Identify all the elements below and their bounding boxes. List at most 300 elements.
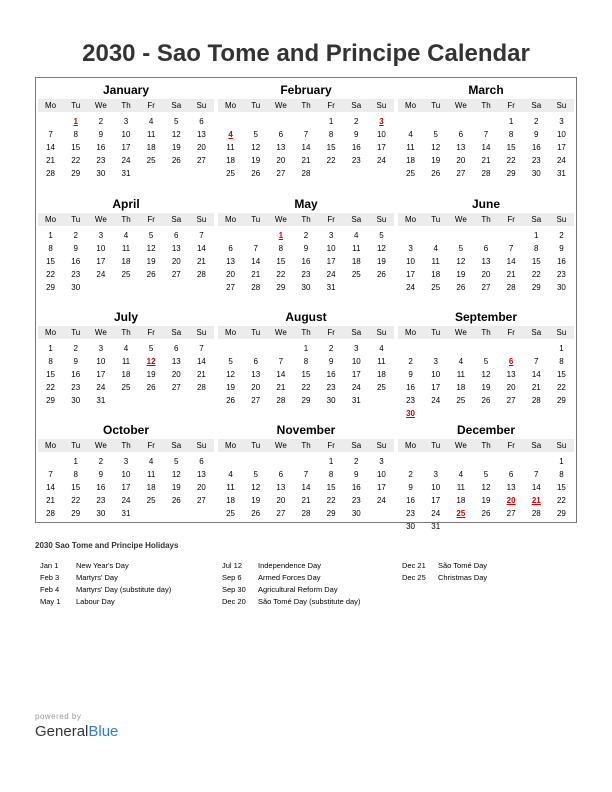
day-cell: 19	[431, 156, 441, 165]
day-cell: 30	[96, 169, 106, 178]
day-cell: 13	[456, 143, 466, 152]
day-cell: 25	[406, 169, 416, 178]
day-cell: 5	[483, 357, 489, 366]
holiday-day-cell: 1	[278, 231, 284, 240]
day-cell: 9	[73, 244, 78, 253]
weekday-label: Su	[376, 215, 387, 224]
day-cell: 6	[483, 244, 489, 253]
day-cell: 16	[406, 496, 416, 505]
day-cell: 14	[301, 143, 311, 152]
empty-cell	[243, 342, 268, 355]
day-cell: 20	[276, 156, 286, 165]
weekday-label: Fr	[147, 328, 155, 337]
brand-name	[35, 723, 118, 740]
day-cell: 21	[196, 370, 206, 379]
day-cell: 15	[71, 143, 81, 152]
day-grid	[398, 115, 574, 180]
day-cell: 20	[171, 257, 181, 266]
day-cell: 6	[199, 457, 204, 466]
empty-cell	[448, 115, 473, 128]
weekday-label: Su	[376, 441, 387, 450]
day-grid	[38, 455, 214, 520]
day-cell: 16	[406, 383, 416, 392]
holiday-date: Dec 21	[402, 561, 426, 570]
weekday-label: Su	[196, 328, 207, 337]
weekday-label: Fr	[147, 101, 155, 110]
day-cell: 8	[73, 130, 78, 139]
weekday-label: Tu	[431, 215, 441, 224]
day-cell: 28	[531, 396, 541, 405]
day-cell: 23	[351, 156, 361, 165]
day-cell: 10	[121, 130, 131, 139]
weekday-label: Fr	[507, 328, 515, 337]
day-cell: 11	[226, 483, 235, 492]
day-cell: 20	[276, 496, 286, 505]
day-cell: 29	[71, 169, 81, 178]
day-cell: 22	[276, 270, 286, 279]
weekday-label: We	[94, 441, 107, 450]
day-cell: 6	[278, 130, 284, 139]
day-cell: 8	[278, 244, 284, 253]
weekday-label: Fr	[147, 441, 155, 450]
day-cell: 3	[98, 344, 104, 353]
weekday-label: Sa	[171, 328, 182, 337]
day-cell: 19	[456, 270, 466, 279]
weekday-label: Mo	[405, 441, 417, 450]
empty-cell	[218, 342, 243, 355]
day-cell: 9	[354, 470, 359, 479]
weekday-label: Th	[121, 328, 131, 337]
day-cell: 1	[534, 231, 539, 240]
weekday-label: Fr	[327, 328, 335, 337]
empty-cell	[423, 455, 448, 468]
day-cell: 2	[98, 117, 104, 126]
day-cell: 4	[408, 130, 413, 139]
day-cell: 2	[98, 457, 104, 466]
day-cell: 1	[48, 231, 53, 240]
day-cell: 7	[48, 470, 53, 479]
day-cell: 7	[534, 357, 539, 366]
day-cell: 7	[199, 344, 204, 353]
day-cell: 16	[351, 483, 361, 492]
day-cell: 29	[276, 283, 286, 292]
day-cell: 14	[481, 143, 491, 152]
weekday-label: Su	[196, 441, 207, 450]
day-cell: 15	[556, 483, 566, 492]
day-cell: 28	[481, 169, 491, 178]
day-cell: 4	[228, 470, 233, 479]
day-cell: 3	[98, 231, 104, 240]
holiday-date: Dec 20	[222, 597, 246, 606]
weekday-header	[38, 213, 214, 226]
day-cell: 24	[96, 270, 106, 279]
day-cell: 21	[301, 496, 311, 505]
day-cell: 22	[71, 156, 81, 165]
weekday-label: Sa	[531, 215, 542, 224]
day-cell: 22	[556, 383, 566, 392]
day-cell: 24	[431, 396, 441, 405]
weekday-label: We	[454, 441, 467, 450]
day-cell: 26	[146, 270, 156, 279]
day-cell: 23	[406, 509, 416, 518]
day-cell: 24	[326, 270, 336, 279]
day-cell: 17	[121, 483, 131, 492]
day-cell: 2	[328, 344, 334, 353]
day-cell: 11	[431, 257, 440, 266]
holiday-day-cell: 20	[506, 496, 516, 505]
day-cell: 12	[146, 244, 156, 253]
day-cell: 24	[121, 156, 131, 165]
weekday-label: Th	[481, 328, 491, 337]
day-cell: 7	[303, 130, 309, 139]
day-cell: 18	[226, 156, 236, 165]
day-cell: 8	[328, 470, 334, 479]
day-cell: 23	[96, 496, 106, 505]
day-cell: 14	[531, 370, 541, 379]
day-cell: 6	[508, 470, 514, 479]
day-cell: 23	[556, 270, 566, 279]
day-cell: 18	[456, 496, 466, 505]
day-cell: 26	[376, 270, 386, 279]
day-cell: 6	[228, 244, 233, 253]
day-cell: 16	[71, 257, 81, 266]
day-cell: 22	[326, 156, 336, 165]
brand-logo[interactable]	[35, 712, 118, 740]
day-cell: 27	[276, 169, 286, 178]
weekday-label: Th	[121, 101, 131, 110]
day-cell: 16	[71, 370, 81, 379]
weekday-header	[218, 99, 394, 112]
day-cell: 18	[376, 370, 386, 379]
empty-cell	[398, 115, 423, 128]
day-cell: 19	[481, 496, 491, 505]
holiday-row	[222, 584, 360, 596]
weekday-label: Su	[196, 101, 207, 110]
weekday-label: Su	[376, 328, 387, 337]
holiday-row	[222, 596, 360, 608]
weekday-label: Mo	[45, 101, 57, 110]
day-cell: 10	[96, 357, 106, 366]
day-cell: 18	[121, 257, 131, 266]
weekday-label: Tu	[71, 328, 81, 337]
day-cell: 25	[226, 509, 236, 518]
empty-cell	[293, 115, 318, 128]
empty-cell	[38, 115, 63, 128]
day-cell: 29	[506, 169, 516, 178]
day-cell: 2	[534, 117, 539, 126]
day-cell: 22	[71, 496, 81, 505]
day-cell: 14	[276, 370, 286, 379]
day-cell: 30	[406, 522, 416, 531]
weekday-label: Fr	[327, 215, 335, 224]
empty-cell	[423, 342, 448, 355]
day-cell: 6	[199, 117, 204, 126]
day-cell: 10	[431, 483, 441, 492]
day-cell: 5	[458, 244, 464, 253]
day-cell: 9	[559, 244, 564, 253]
day-cell: 14	[506, 257, 516, 266]
holiday-column-1	[40, 560, 171, 608]
day-cell: 2	[354, 457, 359, 466]
weekday-label: Mo	[45, 441, 57, 450]
day-cell: 26	[226, 396, 236, 405]
day-cell: 18	[121, 370, 131, 379]
day-cell: 21	[276, 383, 286, 392]
holiday-name: Armed Forces Day	[258, 573, 321, 582]
day-cell: 19	[146, 370, 156, 379]
empty-cell	[38, 455, 63, 468]
day-cell: 30	[556, 283, 566, 292]
holiday-row	[40, 596, 171, 608]
month-name: June	[471, 197, 500, 211]
day-cell: 18	[351, 257, 361, 266]
weekday-header	[398, 439, 574, 452]
weekday-header	[38, 439, 214, 452]
weekday-label: Tu	[71, 101, 81, 110]
day-cell: 11	[456, 483, 465, 492]
weekday-header	[38, 326, 214, 339]
weekday-label: Su	[196, 215, 207, 224]
day-cell: 12	[431, 143, 441, 152]
holiday-day-cell: 6	[508, 357, 514, 366]
weekday-label: Th	[301, 101, 311, 110]
day-cell: 24	[431, 509, 441, 518]
day-cell: 29	[531, 283, 541, 292]
day-cell: 1	[328, 117, 334, 126]
weekday-header	[398, 99, 574, 112]
weekday-label: Th	[481, 215, 491, 224]
month-april	[38, 197, 214, 294]
day-cell: 8	[328, 130, 334, 139]
day-cell: 15	[46, 370, 56, 379]
weekday-label: Sa	[351, 101, 362, 110]
empty-cell	[448, 229, 473, 242]
day-cell: 29	[71, 509, 81, 518]
month-march	[398, 83, 574, 180]
day-cell: 17	[406, 270, 416, 279]
holiday-row	[40, 560, 171, 572]
month-october	[38, 423, 214, 520]
empty-cell	[218, 455, 243, 468]
day-cell: 18	[431, 270, 441, 279]
day-cell: 12	[481, 370, 491, 379]
day-cell: 4	[458, 357, 464, 366]
day-cell: 14	[251, 257, 261, 266]
weekday-label: Su	[556, 441, 567, 450]
weekday-label: Th	[481, 441, 491, 450]
day-grid	[398, 342, 574, 420]
weekday-label: Th	[121, 215, 131, 224]
day-cell: 1	[73, 457, 78, 466]
day-cell: 13	[506, 483, 516, 492]
day-cell: 23	[406, 396, 416, 405]
day-cell: 29	[301, 396, 311, 405]
day-cell: 3	[123, 117, 129, 126]
day-cell: 3	[379, 457, 384, 466]
weekday-label: Th	[301, 441, 311, 450]
day-cell: 28	[251, 283, 261, 292]
day-cell: 23	[531, 156, 541, 165]
day-cell: 3	[559, 117, 564, 126]
weekday-label: Fr	[327, 441, 335, 450]
day-cell: 26	[456, 283, 466, 292]
day-cell: 7	[199, 231, 204, 240]
powered-by-text: powered by	[35, 712, 82, 721]
day-cell: 2	[73, 344, 78, 353]
day-cell: 5	[148, 231, 154, 240]
weekday-label: Mo	[45, 328, 57, 337]
day-cell: 13	[196, 130, 206, 139]
holiday-row	[402, 572, 487, 584]
day-cell: 27	[226, 283, 236, 292]
day-cell: 27	[506, 509, 516, 518]
month-name: January	[102, 83, 150, 97]
day-cell: 18	[146, 143, 156, 152]
day-cell: 15	[46, 257, 56, 266]
day-cell: 9	[98, 470, 104, 479]
day-cell: 8	[303, 357, 309, 366]
weekday-label: We	[94, 328, 107, 337]
day-cell: 13	[251, 370, 261, 379]
holiday-name: Martyrs' Day (substitute day)	[76, 585, 172, 594]
day-cell: 15	[556, 370, 566, 379]
day-cell: 13	[196, 470, 206, 479]
weekday-label: Th	[301, 328, 311, 337]
day-cell: 21	[506, 270, 516, 279]
day-cell: 25	[431, 283, 441, 292]
empty-cell	[423, 115, 448, 128]
day-grid	[38, 342, 214, 407]
day-cell: 28	[301, 509, 311, 518]
holiday-name: Labour Day	[76, 597, 115, 606]
day-cell: 16	[531, 143, 541, 152]
empty-cell	[293, 455, 318, 468]
day-cell: 4	[123, 344, 129, 353]
day-cell: 11	[406, 143, 415, 152]
empty-cell	[524, 455, 549, 468]
weekday-label: We	[94, 101, 107, 110]
day-cell: 8	[48, 357, 53, 366]
day-cell: 7	[278, 357, 284, 366]
day-cell: 27	[506, 396, 516, 405]
weekday-label: Su	[556, 101, 567, 110]
day-cell: 9	[354, 130, 359, 139]
day-cell: 17	[121, 143, 131, 152]
day-cell: 28	[276, 396, 286, 405]
day-cell: 22	[531, 270, 541, 279]
holiday-row	[222, 572, 360, 584]
day-cell: 20	[226, 270, 236, 279]
month-september	[398, 310, 574, 420]
day-cell: 11	[146, 470, 156, 479]
weekday-header	[398, 213, 574, 226]
day-cell: 17	[351, 370, 361, 379]
day-cell: 11	[146, 130, 156, 139]
day-cell: 5	[253, 470, 258, 479]
holiday-date: Sep 6	[222, 573, 242, 582]
weekday-label: Tu	[251, 215, 261, 224]
weekday-label: Fr	[147, 215, 155, 224]
day-cell: 28	[46, 169, 56, 178]
holiday-date: Feb 3	[40, 573, 60, 582]
day-cell: 18	[146, 483, 156, 492]
day-cell: 21	[46, 156, 56, 165]
day-cell: 10	[96, 244, 106, 253]
holiday-date: Sep 30	[222, 585, 246, 594]
weekday-label: Mo	[405, 101, 417, 110]
empty-cell	[243, 229, 268, 242]
day-cell: 25	[146, 156, 156, 165]
month-july	[38, 310, 214, 407]
day-cell: 20	[196, 143, 206, 152]
day-cell: 14	[196, 244, 206, 253]
month-name: November	[276, 423, 336, 437]
holiday-date: Dec 25	[402, 573, 426, 582]
day-cell: 17	[556, 143, 566, 152]
day-cell: 17	[431, 383, 441, 392]
day-cell: 10	[431, 370, 441, 379]
day-cell: 19	[376, 257, 386, 266]
day-cell: 11	[121, 244, 131, 253]
day-cell: 20	[506, 383, 516, 392]
day-cell: 22	[46, 383, 56, 392]
empty-cell	[448, 455, 473, 468]
day-cell: 19	[251, 156, 261, 165]
day-cell: 9	[408, 483, 413, 492]
holiday-day-cell: 4	[228, 130, 233, 139]
empty-cell	[473, 342, 498, 355]
weekday-label: Mo	[225, 441, 237, 450]
day-grid	[38, 115, 214, 180]
calendar-frame	[35, 77, 577, 531]
weekday-label: We	[274, 215, 287, 224]
day-cell: 21	[531, 383, 541, 392]
day-cell: 5	[253, 130, 258, 139]
weekday-label: Sa	[351, 328, 362, 337]
day-cell: 12	[171, 470, 181, 479]
day-cell: 23	[326, 383, 336, 392]
day-cell: 5	[379, 231, 384, 240]
day-cell: 21	[301, 156, 311, 165]
day-grid	[398, 455, 574, 533]
weekday-label: Th	[121, 441, 131, 450]
day-cell: 23	[71, 270, 81, 279]
holiday-row	[40, 584, 171, 596]
day-cell: 17	[326, 257, 336, 266]
month-name: May	[294, 197, 318, 211]
weekday-label: We	[274, 101, 287, 110]
day-cell: 4	[354, 231, 359, 240]
day-cell: 19	[481, 383, 491, 392]
day-cell: 10	[406, 257, 416, 266]
day-cell: 22	[46, 270, 56, 279]
weekday-header	[38, 99, 214, 112]
day-cell: 20	[196, 483, 206, 492]
weekday-label: Mo	[225, 215, 237, 224]
empty-cell	[499, 229, 524, 242]
holiday-name: Christmas Day	[438, 573, 488, 582]
day-cell: 12	[171, 130, 181, 139]
holiday-date: Feb 4	[40, 585, 60, 594]
day-cell: 31	[431, 522, 441, 531]
day-cell: 3	[433, 470, 438, 479]
day-cell: 27	[481, 283, 491, 292]
day-cell: 2	[73, 231, 78, 240]
day-cell: 5	[174, 457, 179, 466]
brand-name-blue: Blue	[88, 723, 119, 740]
day-cell: 30	[96, 509, 106, 518]
weekday-label: Tu	[251, 328, 261, 337]
